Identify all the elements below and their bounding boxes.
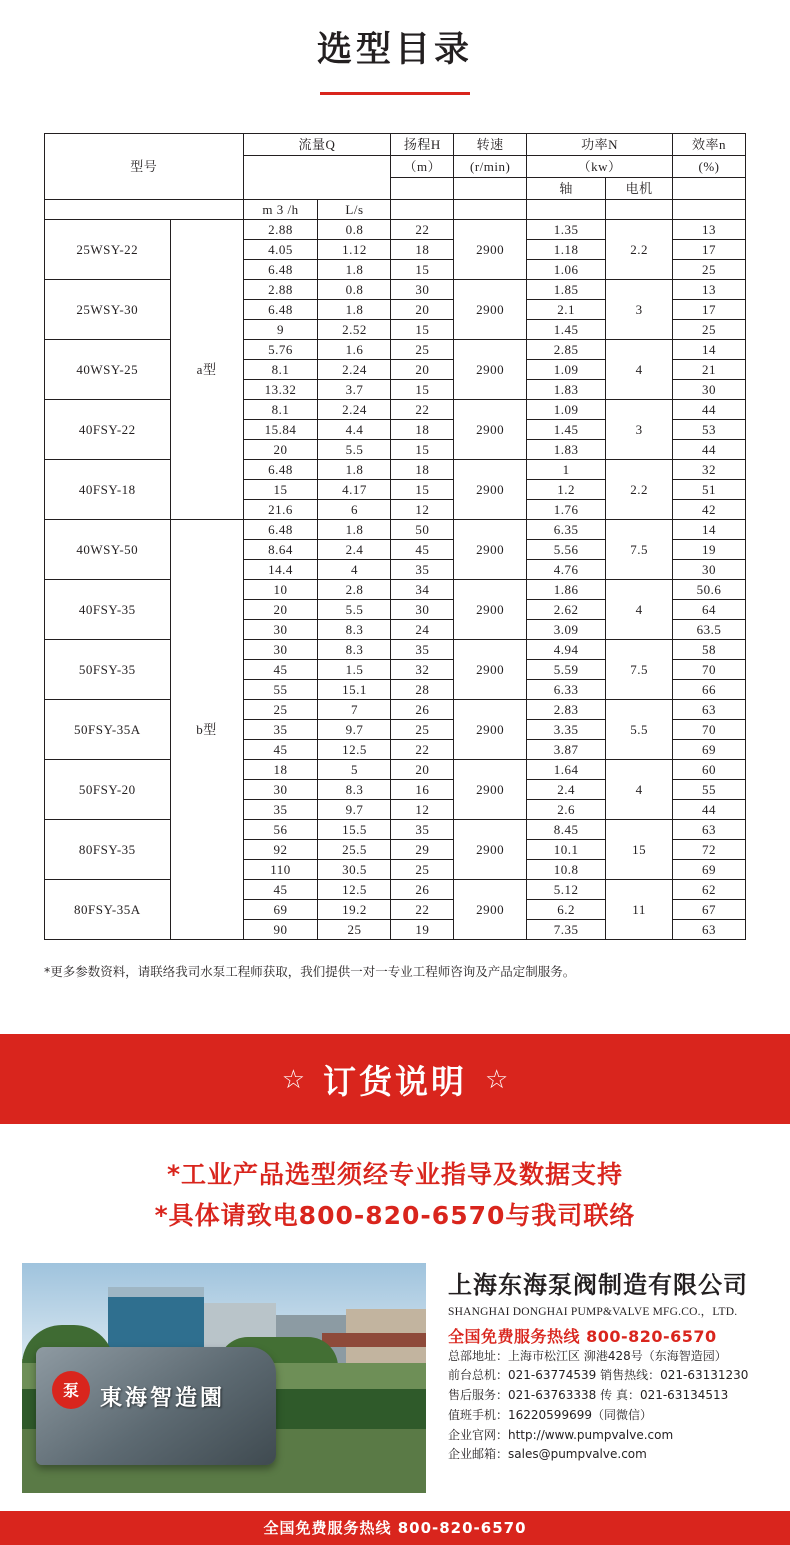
cell-flow-ls: 2.4 bbox=[318, 540, 391, 560]
cell-power-motor: 2.2 bbox=[606, 460, 673, 520]
cell-efficiency: 69 bbox=[673, 860, 746, 880]
table-row bbox=[45, 880, 746, 900]
cell-power-motor: 5.5 bbox=[606, 700, 673, 760]
cell-flow-m3h: 15.84 bbox=[243, 420, 318, 440]
cell-power-shaft: 4.94 bbox=[527, 640, 606, 660]
cell-flow-m3h: 90 bbox=[243, 920, 318, 940]
cell-power-shaft: 8.45 bbox=[527, 820, 606, 840]
cell-flow-m3h: 6.48 bbox=[243, 460, 318, 480]
cell-power-motor: 7.5 bbox=[606, 520, 673, 580]
cell-power-shaft: 7.35 bbox=[527, 920, 606, 940]
cell-flow-ls: 9.7 bbox=[318, 720, 391, 740]
contact-address: 总部地址：上海市松江区 泖港428号（东海智造园） bbox=[448, 1348, 727, 1363]
cell-efficiency: 17 bbox=[673, 300, 746, 320]
cell-power-shaft: 1.09 bbox=[527, 360, 606, 380]
contact-mobile: 值班手机：16220599699（同微信） bbox=[448, 1407, 652, 1422]
cell-flow-ls: 19.2 bbox=[318, 900, 391, 920]
cell-head: 18 bbox=[391, 240, 454, 260]
cell-flow-ls: 12.5 bbox=[318, 740, 391, 760]
cell-efficiency: 25 bbox=[673, 260, 746, 280]
cell-power-shaft: 1.83 bbox=[527, 380, 606, 400]
photo-building-1-top bbox=[108, 1287, 204, 1297]
cell-head: 25 bbox=[391, 340, 454, 360]
cell-efficiency: 70 bbox=[673, 660, 746, 680]
cell-head: 19 bbox=[391, 920, 454, 940]
cell-power-motor: 4 bbox=[606, 340, 673, 400]
cell-power-shaft: 3.87 bbox=[527, 740, 606, 760]
cell-power-motor: 15 bbox=[606, 820, 673, 880]
header-power-motor: 电机 bbox=[606, 178, 673, 200]
table-row bbox=[45, 400, 746, 420]
cell-flow-m3h: 6.48 bbox=[243, 300, 318, 320]
cell-efficiency: 42 bbox=[673, 500, 746, 520]
cell-flow-ls: 1.8 bbox=[318, 460, 391, 480]
cell-head: 12 bbox=[391, 800, 454, 820]
cell-flow-ls: 25.5 bbox=[318, 840, 391, 860]
cell-flow-m3h: 9 bbox=[243, 320, 318, 340]
cell-head: 20 bbox=[391, 300, 454, 320]
hotline-text: 全国免费服务热线 800-820-6570 bbox=[448, 1326, 717, 1346]
cell-efficiency: 21 bbox=[673, 360, 746, 380]
cell-flow-ls: 4 bbox=[318, 560, 391, 580]
cell-power-shaft: 6.35 bbox=[527, 520, 606, 540]
star-right-icon: ☆ bbox=[485, 1064, 509, 1094]
cell-head: 26 bbox=[391, 700, 454, 720]
cell-efficiency: 13 bbox=[673, 220, 746, 240]
cell-power-shaft: 1.2 bbox=[527, 480, 606, 500]
cell-efficiency: 63 bbox=[673, 920, 746, 940]
cell-power-shaft: 3.35 bbox=[527, 720, 606, 740]
table-row bbox=[45, 820, 746, 840]
cell-flow-m3h: 25 bbox=[243, 700, 318, 720]
table-row bbox=[45, 580, 746, 600]
cell-power-shaft: 5.12 bbox=[527, 880, 606, 900]
cell-speed: 2900 bbox=[454, 280, 527, 340]
header-power-unit: （kw） bbox=[527, 156, 673, 178]
cell-efficiency: 63 bbox=[673, 820, 746, 840]
cell-efficiency: 25 bbox=[673, 320, 746, 340]
header-speed-unit: (r/min) bbox=[454, 156, 527, 178]
cell-head: 29 bbox=[391, 840, 454, 860]
cell-head: 45 bbox=[391, 540, 454, 560]
cell-model: 40WSY-25 bbox=[45, 340, 171, 400]
monument-inscription: 東海智造園 bbox=[100, 1385, 226, 1411]
footer-hotline-bar bbox=[0, 1511, 790, 1545]
cell-model: 25WSY-30 bbox=[45, 280, 171, 340]
cell-efficiency: 44 bbox=[673, 400, 746, 420]
cell-flow-ls: 6 bbox=[318, 500, 391, 520]
cell-flow-ls: 1.5 bbox=[318, 660, 391, 680]
cell-power-shaft: 2.83 bbox=[527, 700, 606, 720]
cell-flow-m3h: 15 bbox=[243, 480, 318, 500]
cell-head: 12 bbox=[391, 500, 454, 520]
cell-flow-ls: 1.8 bbox=[318, 260, 391, 280]
cell-head: 20 bbox=[391, 360, 454, 380]
cell-efficiency: 17 bbox=[673, 240, 746, 260]
cell-flow-ls: 1.8 bbox=[318, 300, 391, 320]
header-speed: 转速 bbox=[454, 134, 527, 156]
slogan-block bbox=[0, 1124, 790, 1237]
cell-flow-m3h: 30 bbox=[243, 780, 318, 800]
header-eff-unit: (%) bbox=[673, 156, 746, 178]
cell-flow-m3h: 6.48 bbox=[243, 520, 318, 540]
table-note: *更多参数资料，请联络我司水泵工程师获取，我们提供一对一专业工程师咨询及产品定制服务。 bbox=[44, 964, 576, 979]
cell-head: 35 bbox=[391, 820, 454, 840]
cell-head: 35 bbox=[391, 560, 454, 580]
cell-flow-m3h: 5.76 bbox=[243, 340, 318, 360]
cell-head: 26 bbox=[391, 880, 454, 900]
cell-power-shaft: 1.18 bbox=[527, 240, 606, 260]
cell-flow-m3h: 92 bbox=[243, 840, 318, 860]
order-notice-banner bbox=[0, 1034, 790, 1124]
cell-flow-ls: 2.52 bbox=[318, 320, 391, 340]
cell-flow-m3h: 4.05 bbox=[243, 240, 318, 260]
table-row bbox=[45, 700, 746, 720]
cell-flow-ls: 9.7 bbox=[318, 800, 391, 820]
cell-speed: 2900 bbox=[454, 460, 527, 520]
cell-speed: 2900 bbox=[454, 760, 527, 820]
cell-type-group: b型 bbox=[170, 520, 243, 940]
cell-flow-ls: 30.5 bbox=[318, 860, 391, 880]
cell-efficiency: 63 bbox=[673, 700, 746, 720]
cell-power-shaft: 2.85 bbox=[527, 340, 606, 360]
table-row bbox=[45, 760, 746, 780]
cell-flow-m3h: 69 bbox=[243, 900, 318, 920]
cell-efficiency: 19 bbox=[673, 540, 746, 560]
cell-efficiency: 13 bbox=[673, 280, 746, 300]
cell-flow-ls: 8.3 bbox=[318, 640, 391, 660]
header-eff: 效率n bbox=[673, 134, 746, 156]
cell-head: 50 bbox=[391, 520, 454, 540]
cell-speed: 2900 bbox=[454, 400, 527, 460]
header-motor-blank bbox=[606, 200, 673, 220]
cell-model: 40FSY-35 bbox=[45, 580, 171, 640]
cell-flow-m3h: 8.1 bbox=[243, 360, 318, 380]
cell-flow-ls: 2.24 bbox=[318, 400, 391, 420]
cell-flow-ls: 5.5 bbox=[318, 600, 391, 620]
header-speed-blank bbox=[454, 178, 527, 200]
cell-power-motor: 3 bbox=[606, 280, 673, 340]
cell-model: 40FSY-22 bbox=[45, 400, 171, 460]
cell-flow-ls: 8.3 bbox=[318, 620, 391, 640]
header-shaft-blank bbox=[527, 200, 606, 220]
cell-efficiency: 55 bbox=[673, 780, 746, 800]
header-head-unit: （m） bbox=[391, 156, 454, 178]
header-speed-blank2 bbox=[454, 200, 527, 220]
slogan-line-2: *具体请致电800-820-6570与我司联络 bbox=[154, 1201, 636, 1231]
header-flow-unit-m3h: m 3 /h bbox=[243, 200, 318, 220]
cell-efficiency: 63.5 bbox=[673, 620, 746, 640]
cell-head: 22 bbox=[391, 400, 454, 420]
cell-flow-m3h: 45 bbox=[243, 880, 318, 900]
header-head-blank bbox=[391, 178, 454, 200]
cell-head: 20 bbox=[391, 760, 454, 780]
cell-flow-m3h: 21.6 bbox=[243, 500, 318, 520]
cell-power-shaft: 1.06 bbox=[527, 260, 606, 280]
header-eff-blank2 bbox=[673, 200, 746, 220]
header-head-blank2 bbox=[391, 200, 454, 220]
cell-head: 18 bbox=[391, 420, 454, 440]
cell-type-group: a型 bbox=[170, 220, 243, 520]
cell-power-shaft: 5.59 bbox=[527, 660, 606, 680]
cell-flow-ls: 4.17 bbox=[318, 480, 391, 500]
footer-hotline-text: 全国免费服务热线 800-820-6570 bbox=[263, 1519, 527, 1537]
cell-power-shaft: 1.45 bbox=[527, 320, 606, 340]
cell-speed: 2900 bbox=[454, 640, 527, 700]
company-name-en: SHANGHAI DONGHAI PUMP&VALVE MFG.CO.，LTD. bbox=[448, 1305, 738, 1318]
cell-model: 25WSY-22 bbox=[45, 220, 171, 280]
cell-speed: 2900 bbox=[454, 220, 527, 280]
cell-flow-ls: 2.8 bbox=[318, 580, 391, 600]
cell-power-shaft: 1.45 bbox=[527, 420, 606, 440]
cell-flow-m3h: 14.4 bbox=[243, 560, 318, 580]
cell-power-shaft: 10.8 bbox=[527, 860, 606, 880]
company-name-cn: 上海东海泵阀制造有限公司 bbox=[448, 1270, 748, 1299]
cell-power-shaft: 1.83 bbox=[527, 440, 606, 460]
cell-model: 80FSY-35A bbox=[45, 880, 171, 940]
cell-head: 15 bbox=[391, 440, 454, 460]
photo-roof bbox=[322, 1333, 426, 1347]
company-logo-icon: 泵 bbox=[52, 1371, 90, 1409]
cell-efficiency: 51 bbox=[673, 480, 746, 500]
cell-flow-m3h: 10 bbox=[243, 580, 318, 600]
cell-speed: 2900 bbox=[454, 340, 527, 400]
cell-model: 40WSY-50 bbox=[45, 520, 171, 580]
header-flow-units-spacer bbox=[243, 156, 391, 200]
cell-head: 22 bbox=[391, 740, 454, 760]
cell-flow-m3h: 2.88 bbox=[243, 220, 318, 240]
cell-flow-m3h: 13.32 bbox=[243, 380, 318, 400]
cell-efficiency: 44 bbox=[673, 440, 746, 460]
cell-efficiency: 58 bbox=[673, 640, 746, 660]
cell-power-motor: 11 bbox=[606, 880, 673, 940]
cell-efficiency: 70 bbox=[673, 720, 746, 740]
cell-flow-m3h: 8.1 bbox=[243, 400, 318, 420]
cell-flow-ls: 15.1 bbox=[318, 680, 391, 700]
cell-efficiency: 53 bbox=[673, 420, 746, 440]
cell-efficiency: 50.6 bbox=[673, 580, 746, 600]
cell-power-shaft: 1.76 bbox=[527, 500, 606, 520]
cell-head: 15 bbox=[391, 480, 454, 500]
cell-power-shaft: 2.6 bbox=[527, 800, 606, 820]
spec-table bbox=[44, 133, 746, 940]
cell-head: 30 bbox=[391, 280, 454, 300]
cell-flow-ls: 2.24 bbox=[318, 360, 391, 380]
cell-flow-m3h: 30 bbox=[243, 620, 318, 640]
header-flow-unit-ls: L/s bbox=[318, 200, 391, 220]
cell-flow-ls: 0.8 bbox=[318, 220, 391, 240]
table-row bbox=[45, 340, 746, 360]
cell-power-shaft: 1 bbox=[527, 460, 606, 480]
cell-power-motor: 2.2 bbox=[606, 220, 673, 280]
cell-efficiency: 62 bbox=[673, 880, 746, 900]
page-title: 选型目录 bbox=[316, 30, 473, 70]
cell-flow-m3h: 56 bbox=[243, 820, 318, 840]
cell-power-motor: 4 bbox=[606, 580, 673, 640]
cell-head: 25 bbox=[391, 860, 454, 880]
cell-head: 22 bbox=[391, 220, 454, 240]
cell-efficiency: 14 bbox=[673, 340, 746, 360]
cell-power-motor: 7.5 bbox=[606, 640, 673, 700]
cell-flow-ls: 25 bbox=[318, 920, 391, 940]
cell-flow-ls: 15.5 bbox=[318, 820, 391, 840]
contact-email[interactable]: 企业邮箱：sales@pumpvalve.com bbox=[448, 1447, 647, 1462]
cell-power-shaft: 2.1 bbox=[527, 300, 606, 320]
cell-efficiency: 64 bbox=[673, 600, 746, 620]
cell-head: 18 bbox=[391, 460, 454, 480]
cell-flow-ls: 7 bbox=[318, 700, 391, 720]
contact-website[interactable]: 企业官网：http://www.pumpvalve.com bbox=[448, 1427, 674, 1442]
header-row-1 bbox=[45, 134, 746, 156]
cell-flow-m3h: 45 bbox=[243, 740, 318, 760]
cell-speed: 2900 bbox=[454, 820, 527, 880]
cell-flow-m3h: 20 bbox=[243, 440, 318, 460]
header-eff-blank bbox=[673, 178, 746, 200]
cell-flow-ls: 1.12 bbox=[318, 240, 391, 260]
cell-power-shaft: 1.85 bbox=[527, 280, 606, 300]
cell-model: 50FSY-35 bbox=[45, 640, 171, 700]
cell-flow-m3h: 35 bbox=[243, 720, 318, 740]
table-row bbox=[45, 640, 746, 660]
cell-efficiency: 44 bbox=[673, 800, 746, 820]
cell-efficiency: 69 bbox=[673, 740, 746, 760]
contact-phone-service: 售后服务：021-63763338 传 真：021-63134513 bbox=[448, 1388, 729, 1403]
order-notice-title: 订货说明 bbox=[323, 1061, 467, 1101]
cell-flow-ls: 1.6 bbox=[318, 340, 391, 360]
cell-flow-m3h: 6.48 bbox=[243, 260, 318, 280]
cell-efficiency: 30 bbox=[673, 380, 746, 400]
cell-flow-m3h: 110 bbox=[243, 860, 318, 880]
footer bbox=[0, 1263, 790, 1493]
cell-speed: 2900 bbox=[454, 880, 527, 940]
header-power-shaft: 轴 bbox=[527, 178, 606, 200]
cell-power-shaft: 4.76 bbox=[527, 560, 606, 580]
star-left-icon: ☆ bbox=[281, 1064, 305, 1094]
table-row bbox=[45, 220, 746, 240]
cell-head: 22 bbox=[391, 900, 454, 920]
header-row-4 bbox=[45, 200, 746, 220]
cell-power-motor: 4 bbox=[606, 760, 673, 820]
spec-table-head bbox=[45, 134, 746, 220]
table-row bbox=[45, 280, 746, 300]
cell-head: 30 bbox=[391, 600, 454, 620]
cell-speed: 2900 bbox=[454, 700, 527, 760]
cell-speed: 2900 bbox=[454, 580, 527, 640]
cell-model: 40FSY-18 bbox=[45, 460, 171, 520]
spec-table-wrap bbox=[0, 95, 790, 940]
cell-speed: 2900 bbox=[454, 520, 527, 580]
cell-head: 15 bbox=[391, 260, 454, 280]
cell-power-shaft: 2.62 bbox=[527, 600, 606, 620]
cell-power-shaft: 1.86 bbox=[527, 580, 606, 600]
cell-efficiency: 30 bbox=[673, 560, 746, 580]
cell-power-shaft: 1.35 bbox=[527, 220, 606, 240]
cell-flow-ls: 0.8 bbox=[318, 280, 391, 300]
cell-flow-ls: 4.4 bbox=[318, 420, 391, 440]
cell-flow-m3h: 45 bbox=[243, 660, 318, 680]
cell-flow-ls: 3.7 bbox=[318, 380, 391, 400]
header-power: 功率N bbox=[527, 134, 673, 156]
cell-model: 80FSY-35 bbox=[45, 820, 171, 880]
cell-flow-ls: 8.3 bbox=[318, 780, 391, 800]
cell-flow-ls: 5 bbox=[318, 760, 391, 780]
cell-flow-ls: 5.5 bbox=[318, 440, 391, 460]
cell-efficiency: 72 bbox=[673, 840, 746, 860]
factory-photo bbox=[22, 1263, 426, 1493]
cell-efficiency: 14 bbox=[673, 520, 746, 540]
cell-flow-m3h: 2.88 bbox=[243, 280, 318, 300]
header-head: 扬程H bbox=[391, 134, 454, 156]
cell-model: 50FSY-20 bbox=[45, 760, 171, 820]
cell-head: 16 bbox=[391, 780, 454, 800]
cell-head: 32 bbox=[391, 660, 454, 680]
cell-head: 24 bbox=[391, 620, 454, 640]
header-model: 型号 bbox=[45, 134, 244, 200]
cell-head: 15 bbox=[391, 320, 454, 340]
cell-efficiency: 66 bbox=[673, 680, 746, 700]
cell-power-shaft: 6.2 bbox=[527, 900, 606, 920]
cell-power-shaft: 1.09 bbox=[527, 400, 606, 420]
cell-head: 15 bbox=[391, 380, 454, 400]
cell-flow-ls: 1.8 bbox=[318, 520, 391, 540]
cell-power-shaft: 6.33 bbox=[527, 680, 606, 700]
contact-phone-sales: 前台总机：021-63774539 销售热线：021-63131230 bbox=[448, 1368, 749, 1383]
cell-efficiency: 32 bbox=[673, 460, 746, 480]
header-model-blank bbox=[45, 200, 244, 220]
cell-efficiency: 60 bbox=[673, 760, 746, 780]
cell-power-shaft: 2.4 bbox=[527, 780, 606, 800]
cell-flow-m3h: 35 bbox=[243, 800, 318, 820]
title-block bbox=[0, 0, 790, 95]
cell-flow-m3h: 20 bbox=[243, 600, 318, 620]
cell-head: 35 bbox=[391, 640, 454, 660]
contact-block bbox=[448, 1263, 768, 1466]
cell-power-shaft: 1.64 bbox=[527, 760, 606, 780]
header-flow: 流量Q bbox=[243, 134, 391, 156]
table-row bbox=[45, 520, 746, 540]
table-row bbox=[45, 460, 746, 480]
cell-flow-m3h: 55 bbox=[243, 680, 318, 700]
slogan-line-1: *工业产品选型须经专业指导及数据支持 bbox=[166, 1160, 624, 1189]
cell-head: 34 bbox=[391, 580, 454, 600]
cell-head: 28 bbox=[391, 680, 454, 700]
spec-table-body bbox=[45, 220, 746, 940]
cell-power-shaft: 10.1 bbox=[527, 840, 606, 860]
cell-flow-m3h: 30 bbox=[243, 640, 318, 660]
cell-flow-m3h: 8.64 bbox=[243, 540, 318, 560]
cell-flow-m3h: 18 bbox=[243, 760, 318, 780]
cell-model: 50FSY-35A bbox=[45, 700, 171, 760]
cell-efficiency: 67 bbox=[673, 900, 746, 920]
cell-power-shaft: 5.56 bbox=[527, 540, 606, 560]
cell-power-shaft: 3.09 bbox=[527, 620, 606, 640]
cell-power-motor: 3 bbox=[606, 400, 673, 460]
cell-head: 25 bbox=[391, 720, 454, 740]
cell-flow-ls: 12.5 bbox=[318, 880, 391, 900]
